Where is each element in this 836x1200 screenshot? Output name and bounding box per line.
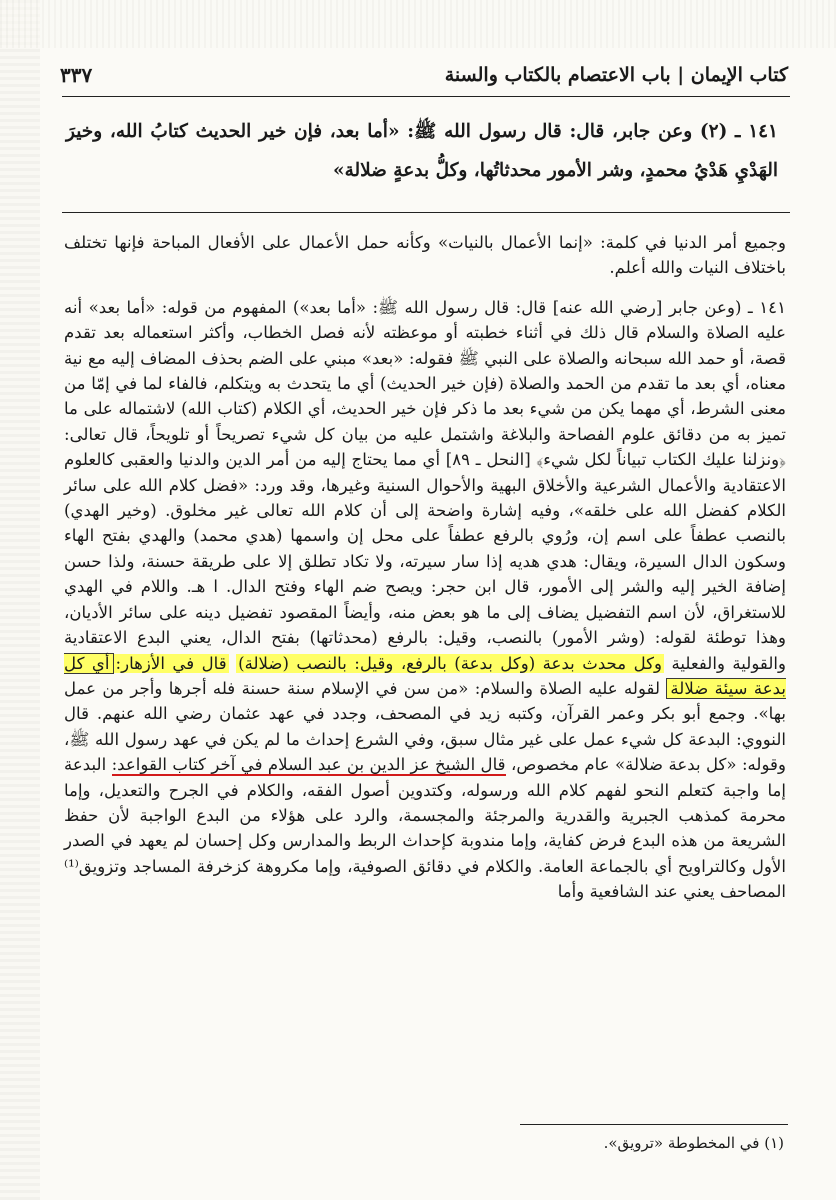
commentary-text: البدعة إما واجبة كتعلم النحو لفهم كلام الله ورسوله، وكتدوين أصول الفقه، والكلام في الجرح والتعديل، وإما محرمة كمذهب الجبرية والقدرية والمرجئة والمجسمة، والرد على هؤلاء من البدع الواجبة لأن حفظ الشريعة من هذه البدع فرض كفاية، وإما مندوبة كإحداث الربط والمدارس وكل إحسان لم يعهد في الصدر الأول وكالتراويح أي بالجماعة العامة. والكلام في دقائق الصوفية، وإما مكروهة كزخرفة المساجد وتزويق⁽¹⁾ المصاحف يعني عند الشافعية وأما <box>64 755 786 902</box>
underlined-text: قال الشيخ عز الدين بن عبد السلام في آخر كتاب القواعد: <box>111 755 506 775</box>
commentary-text: ١٤١ ـ (وعن جابر [رضي الله عنه] قال: قال رسول الله ﷺ: «أما بعد») المفهوم من قوله: «أما بعد» أنه عليه الصلاة والسلام قال ذلك في أثناء خطبته أو موعظته لأنه فصل الخطاب، وأكثر استعماله بعد تقدم قصة، أو حمد الله سبحانه والصلاة على النبي ﷺ فقوله: «بعد» مبني على الضم بحذف المضاف إليه مع نية معناه، أي بعد ما تقدم من الحمد والصلاة (فإن خير الحديث) أي ما يتحدث به ويتكلم، فالفاء لما في إمّا من معنى الشرط، أي مهما يكن من شيء بعد ما ذكر فإن خير الحديث، أي الكلام (كتاب الله) لاشتماله على ما تميز به من دقائق علوم الفصاحة والبلاغة واشتمل عليه من بيان كل شيء تصريحاً أو تلويحاً، قال تعالى: ﴿ونزلنا عليك الكتاب تبياناً لكل شيء﴾ [النحل ـ ٨٩] أي مما يحتاج إليه من أمر الدين والدنيا والعقبى كالعلوم الاعتقادية والأعمال الشرعية والأخلاق البهية والأحوال السنية وغيرها، وقد ورد: «فضل كلام الله على سائر الكلام كفضل الله على خلقه»، وفيه إشارة واضحة إلى أن كلام الله تعالى غير مخلوق. (وخير الهدي) بالنصب عطفاً على اسم إن، ورُوي بالرفع عطفاً على محل إن واسمها (هدي محمد) والهدي بفتح الهاء وسكون الدال السيرة، ويقال: هدي هديه إذا سار سيرته، ولا تكاد تطلق إلا على طريقة حسنة، ولذا حسن إضافة الخير إليه والشر إلى الأمور، قال ابن حجر: ويصح ضم الهاء وفتح الدال. ا هـ. واللام في الهدي للاستغراق، لأن اسم التفضيل يضاف إلى ما هو بعض منه، وأيضاً المقصود تفضيل دينه على سائر الأديان، وهذا توطئة لقوله: (وشر الأمور) بالنصب، وقيل: بالرفع (محدثاتها) بفتح الدال، يعني البدع الاعتقادية والقولية والفعلية <box>64 297 787 673</box>
header-rule <box>62 96 790 97</box>
page-number: ٣٣٧ <box>60 63 93 87</box>
commentary-main <box>64 295 786 905</box>
commentary <box>64 230 786 905</box>
footnote: (١) في المخطوطة «ترويق». <box>603 1134 784 1152</box>
commentary-intro: وجميع أمر الدنيا في كلمة: «إنما الأعمال بالنيات» وكأنه حمل الأعمال على الأفعال المباحة فإنها تختلف باختلاف النيات والله أعلم. <box>64 233 786 278</box>
footnote-rule <box>520 1124 788 1125</box>
scan-edge <box>0 0 40 1200</box>
header-title: كتاب الإيمان | باب الاعتصام بالكتاب والسنة <box>444 64 788 86</box>
highlighted-text: وكل محدث بدعة (وكل بدعة) بالرفع، وقيل: بالنصب (ضلالة) <box>238 653 663 673</box>
hadith-text: ١٤١ ـ (٢) وعن جابر، قال: قال رسول الله ﷺ: «أما بعد، فإن خير الحديث كتابُ الله، وخيرَ الهَدْيِ هَدْيُ محمدٍ، وشر الأمور محدثاتُها، وكلُّ بدعةٍ ضلالة» <box>66 121 778 181</box>
running-header <box>60 58 788 92</box>
highlighted-label: قال في الأزهار: <box>115 653 227 673</box>
scan-edge-top <box>0 0 836 48</box>
commentary-text: لقوله عليه الصلاة والسلام: «من سن في الإسلام سنة حسنة فله أجرها وأجر من عمل بها». وجمع أبو بكر وعمر القرآن، وكتبه زيد في المصحف، وجدد في عهد عثمان رضي الله عنهم. قال النووي: البدعة كل شيء عمل على غير مثال سبق، وفي الشرع إحداث ما لم يكن في عهد رسول الله ﷺ، وقوله: «كل بدعة ضلالة» عام مخصوص، <box>64 678 787 775</box>
section-rule <box>62 212 790 213</box>
boxed-text: أي كل بدعة سيئة ضلالة <box>64 653 786 698</box>
